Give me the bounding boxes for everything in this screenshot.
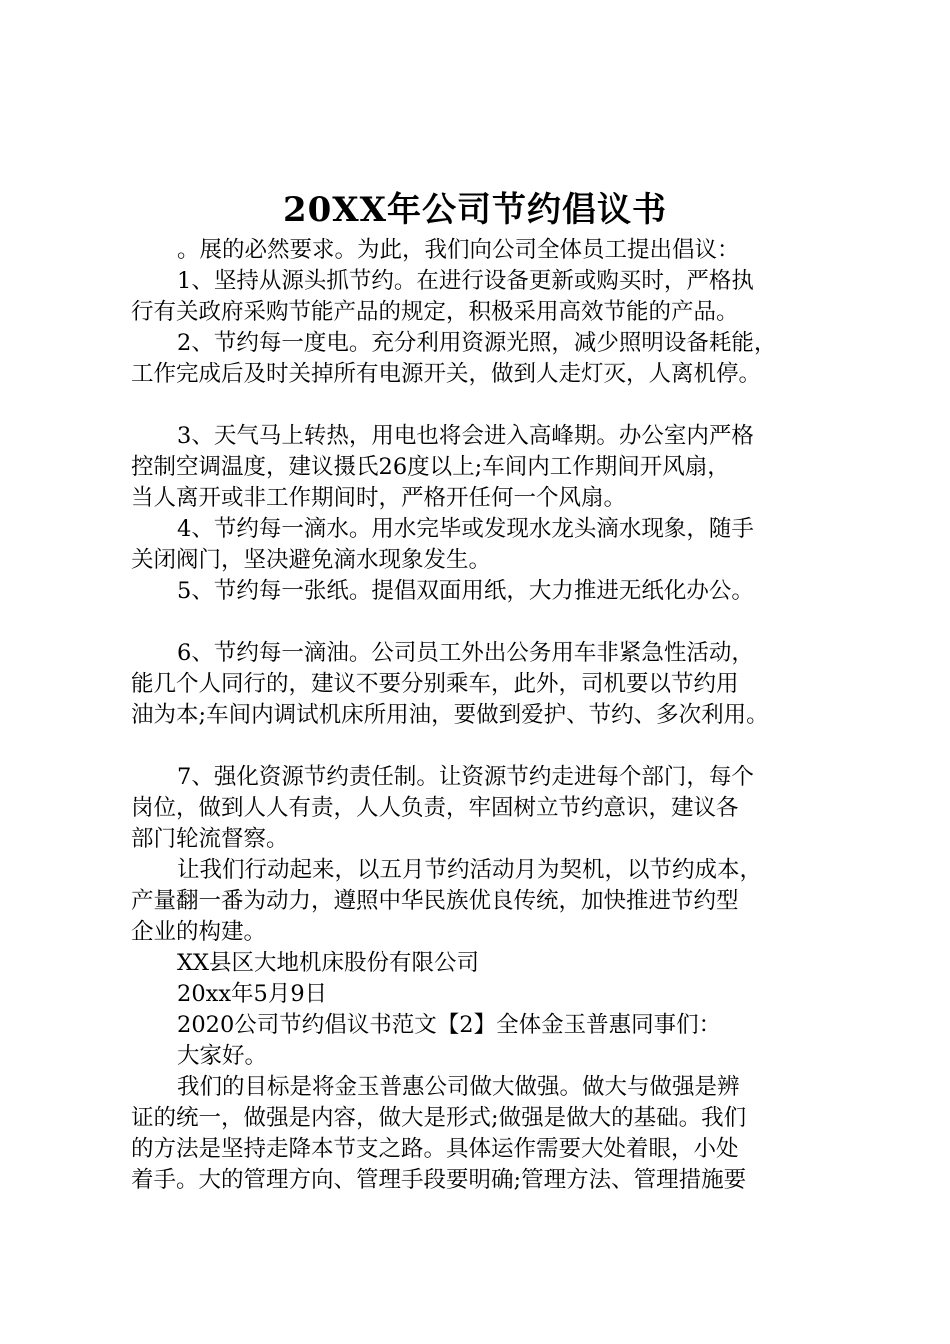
body-line: 控制空调温度，建议摄氏26度以上;车间内工作期间开风扇， [131, 454, 730, 480]
body-line: 2020公司节约倡议书范文【2】全体金玉普惠同事们： [177, 1012, 722, 1038]
body-line: 6、节约每一滴油。公司员工外出公务用车非紧急性活动， [177, 640, 754, 666]
body-line: 大家好。 [177, 1043, 268, 1069]
body-line: 2、节约每一度电。充分利用资源光照，减少照明设备耗能， [177, 330, 777, 356]
body-line: 企业的构建。 [131, 919, 267, 945]
body-line: 20xx年5月9日 [177, 981, 328, 1007]
body-line: 部门轮流督察。 [131, 826, 289, 852]
body-line: 7、强化资源节约责任制。让资源节约走进每个部门，每个 [177, 764, 754, 790]
body-line: 油为本;车间内调试机床所用油，要做到爱护、节约、多次利用。 [131, 702, 769, 728]
body-line: 3、天气马上转热，用电也将会进入高峰期。办公室内严格 [177, 423, 754, 449]
body-line: 证的统一，做强是内容，做大是形式;做强是做大的基础。我们 [131, 1105, 747, 1131]
body-line: 着手。大的管理方向、管理手段要明确;管理方法、管理措施要 [131, 1167, 747, 1193]
body-line: 。展的必然要求。为此，我们向公司全体员工提出倡议： [177, 237, 740, 263]
body-line: 行有关政府采购节能产品的规定，积极采用高效节能的产品。 [131, 299, 739, 325]
blank-line [131, 390, 851, 421]
blank-line [131, 607, 851, 638]
body-line: 产量翻一番为动力，遵照中华民族优良传统，加快推进节约型 [131, 888, 739, 914]
body-line: 我们的目标是将金玉普惠公司做大做强。做大与做强是辨 [177, 1074, 740, 1100]
body-line: 当人离开或非工作期间时，严格开任何一个风扇。 [131, 485, 627, 511]
body-line: 能几个人同行的，建议不要分别乘车，此外，司机要以节约用 [131, 671, 739, 697]
body-line: 让我们行动起来，以五月节约活动月为契机，以节约成本， [177, 857, 763, 883]
body-line: 4、节约每一滴水。用水完毕或发现水龙头滴水现象，随手 [177, 516, 754, 542]
body-line: 1、坚持从源头抓节约。在进行设备更新或购买时，严格执 [177, 268, 754, 294]
body-line: 工作完成后及时关掉所有电源开关，做到人走灯灭，人离机停。 [131, 361, 762, 387]
body-line: 的方法是坚持走降本节支之路。具体运作需要大处着眼，小处 [131, 1136, 739, 1162]
body-line: 岗位，做到人人有责，人人负责，牢固树立节约意识，建议各 [131, 795, 739, 821]
document-body [131, 235, 851, 1196]
body-line: 5、节约每一张纸。提倡双面用纸，大力推进无纸化办公。 [177, 578, 754, 604]
document-title: 20XX年公司节约倡议书 [282, 190, 668, 230]
body-line: XX县区大地机床股份有限公司 [177, 950, 480, 976]
body-line: 关闭阀门，坚决避免滴水现象发生。 [131, 547, 492, 573]
blank-line [131, 731, 851, 762]
